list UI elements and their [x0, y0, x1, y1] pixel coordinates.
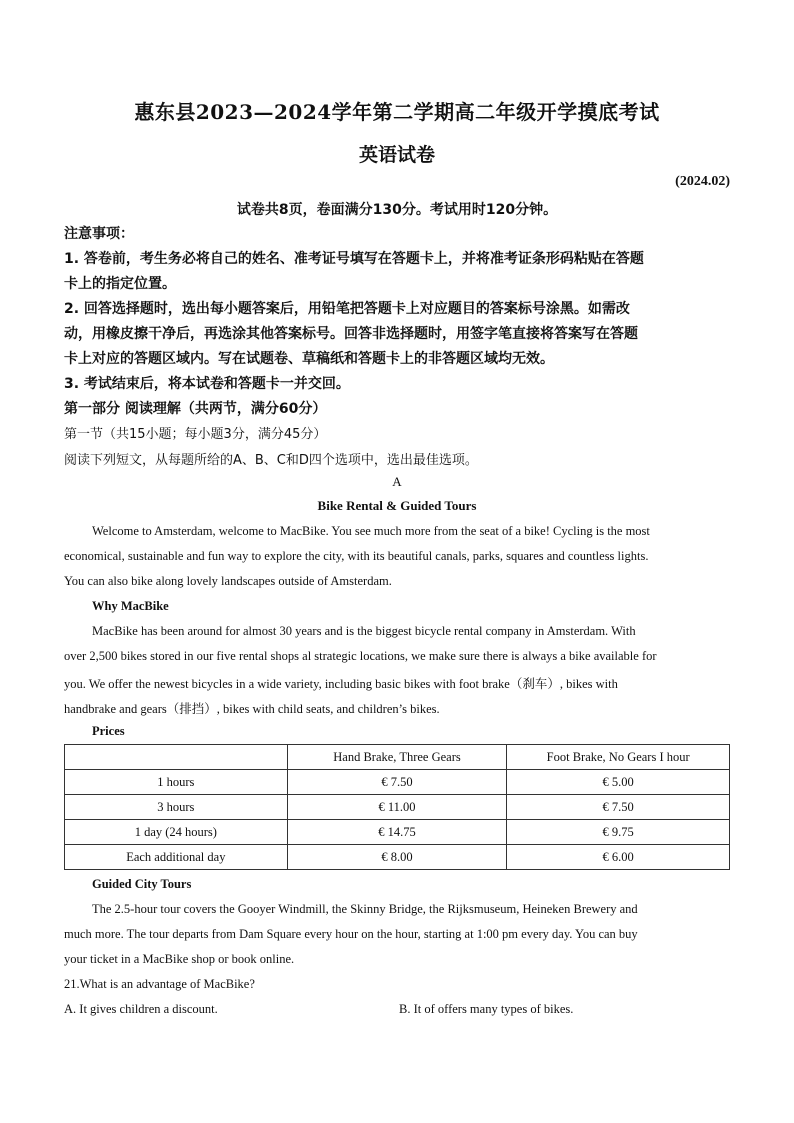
exam-date: (2024.02) — [675, 174, 730, 189]
exam-subtitle: 英语试卷 — [358, 144, 435, 166]
notice-item-1-line-2: 卡上的指定位置。 — [64, 276, 176, 292]
table-cell: Each additional day — [65, 845, 288, 870]
paragraph-2-line-3: you. We offer the newest bicycles in a wide variety, including basic bikes with foot brake（刹车）, bikes with — [64, 677, 618, 691]
heading-guided-tours: Guided City Tours — [92, 877, 192, 891]
notice-heading: 注意事项： — [64, 226, 134, 242]
notice-item-3: 3. 考试结束后，将本试卷和答题卡一并交回。 — [64, 376, 350, 392]
table-cell: 3 hours — [65, 795, 288, 820]
table-cell: € 8.00 — [287, 845, 507, 870]
table-cell: € 6.00 — [507, 845, 730, 870]
section-one-heading: 第一节（共15小题；每小题3分，满分45分） — [64, 427, 327, 442]
prices-table — [64, 744, 730, 870]
paragraph-1-line-1: Welcome to Amsterdam, welcome to MacBike. You see much more from the seat of a bike! Cycling is the most — [92, 524, 650, 538]
table-header-cell: Foot Brake, No Gears I hour — [507, 745, 730, 770]
table-row — [65, 770, 730, 795]
table-cell: € 9.75 — [507, 820, 730, 845]
table-cell: € 5.00 — [507, 770, 730, 795]
notice-item-2-line-2: 动，用橡皮擦干净后，再选涂其他答案标号。回答非选择题时，用签字笔直接将答案写在答题 — [64, 326, 638, 342]
table-cell: € 14.75 — [287, 820, 507, 845]
table-cell: 1 hours — [65, 770, 288, 795]
table-header-cell — [65, 745, 288, 770]
paragraph-3-line-3: your ticket in a MacBike shop or book online. — [64, 952, 295, 966]
table-cell: € 11.00 — [287, 795, 507, 820]
notice-item-2-line-1: 2. 回答选择题时，选出每小题答案后，用铅笔把答题卡上对应题目的答案标号涂黑。如需改 — [64, 301, 630, 317]
table-header-row — [65, 745, 730, 770]
notice-item-2-line-3: 卡上对应的答题区域内。写在试题卷、草稿纸和答题卡上的非答题区域均无效。 — [64, 351, 554, 367]
paragraph-3-line-1: The 2.5-hour tour covers the Gooyer Windmill, the Skinny Bridge, the Rijksmuseum, Heineken Brewery and — [92, 902, 638, 916]
passage-letter: A — [392, 474, 402, 489]
paragraph-2-line-1: MacBike has been around for almost 30 years and is the biggest bicycle rental company in Amsterdam. With — [92, 624, 636, 638]
paragraph-3-line-2: much more. The tour departs from Dam Square every hour on the hour, starting at 1:00 pm every day. You can buy — [64, 927, 638, 941]
part-one-heading: 第一部分 阅读理解（共两节，满分60分） — [64, 401, 327, 417]
exam-title: 惠东县2023—2024学年第二学期高二年级开学摸底考试 — [134, 100, 660, 124]
table-cell: € 7.50 — [287, 770, 507, 795]
table-row — [65, 820, 730, 845]
question-21: 21.What is an advantage of MacBike? — [64, 977, 255, 991]
notice-item-1-line-1: 1. 答卷前，考生务必将自己的姓名、准考证号填写在答题卡上，并将准考证条形码粘贴在答题 — [64, 251, 644, 267]
option-b: B. It of offers many types of bikes. — [399, 1002, 574, 1016]
paragraph-2-line-2: over 2,500 bikes stored in our five rental shops al strategic locations, we make sure there is always a bike available for — [64, 649, 657, 663]
table-header-cell: Hand Brake, Three Gears — [287, 745, 507, 770]
exam-summary: 试卷共8页，卷面满分130分。考试用时120分钟。 — [236, 202, 558, 218]
passage-title: Bike Rental & Guided Tours — [317, 498, 477, 513]
table-row — [65, 845, 730, 870]
heading-prices: Prices — [92, 724, 125, 738]
paragraph-2-line-4: handbrake and gears（排挡）, bikes with child seats, and children’s bikes. — [64, 702, 440, 716]
reading-instruction: 阅读下列短文，从每题所给的A、B、C和D四个选项中，选出最佳选项。 — [64, 453, 478, 468]
paragraph-1-line-2: economical, sustainable and fun way to explore the city, with its beautiful canals, parks, squares and countless lights. — [64, 549, 649, 563]
table-row — [65, 795, 730, 820]
table-cell: 1 day (24 hours) — [65, 820, 288, 845]
table-cell: € 7.50 — [507, 795, 730, 820]
option-a: A. It gives children a discount. — [64, 1002, 218, 1016]
paragraph-1-line-3: You can also bike along lovely landscapes outside of Amsterdam. — [64, 574, 392, 588]
heading-why-macbike: Why MacBike — [92, 599, 169, 613]
